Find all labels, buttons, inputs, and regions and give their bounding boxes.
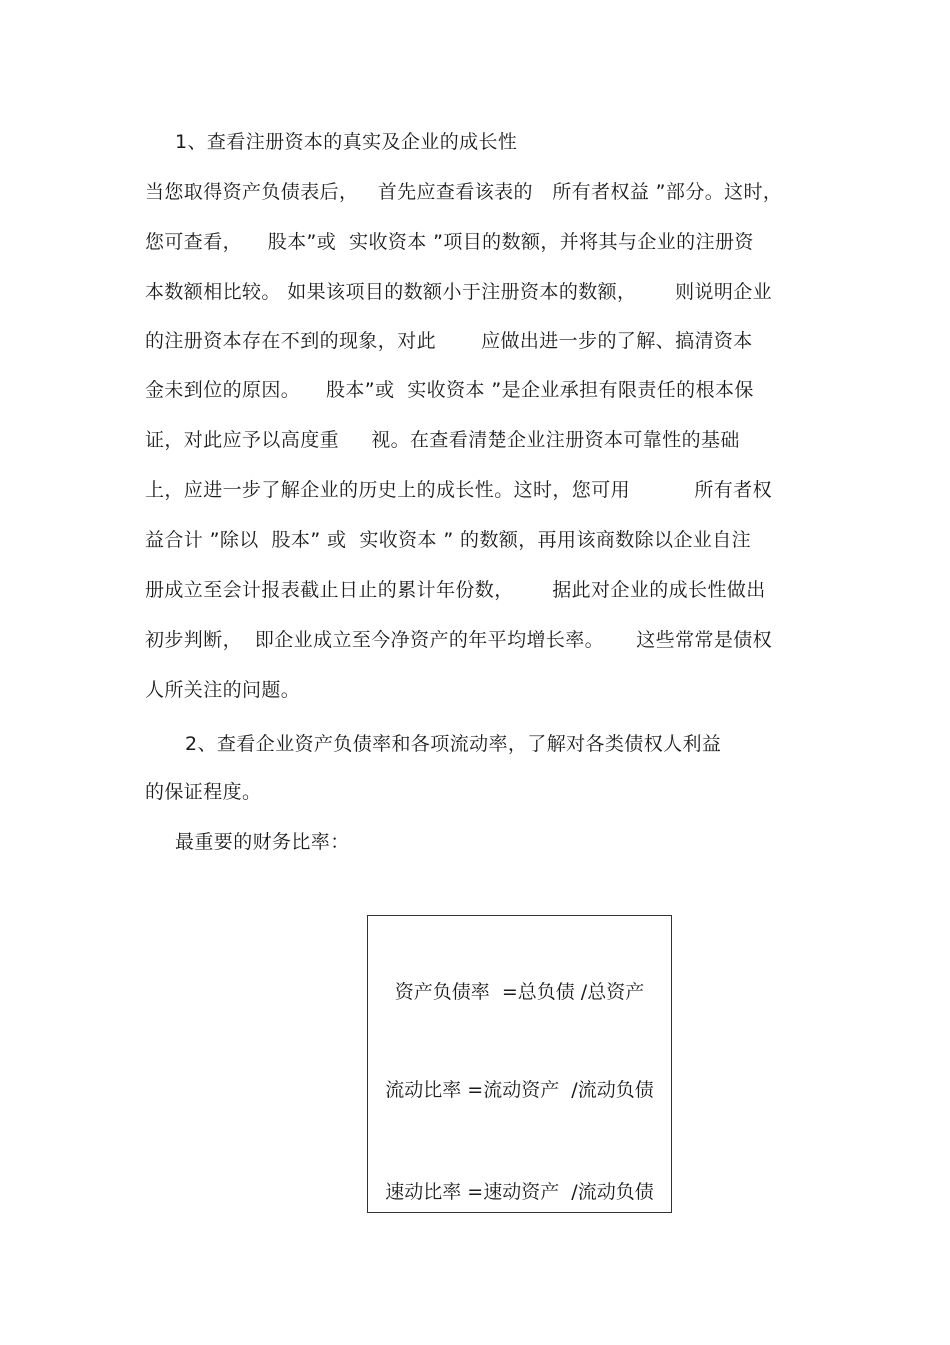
ratio-formula-box: [367, 915, 672, 1213]
paragraph-line: 人所关注的问题。: [145, 679, 301, 701]
paragraph-line: 您可查看， 股本”或 实收资本 ”项目的数额，并将其与企业的注册资: [145, 231, 754, 253]
paragraph-line: 当您取得资产负债表后， 首先应查看该表的 所有者权益 ”部分。这时，: [145, 181, 783, 203]
paragraph-line: 上，应进一步了解企业的历史上的成长性。这时，您可用 所有者权: [145, 479, 772, 501]
debt-ratio-formula: 资产负债率 =总负债 /总资产: [394, 981, 645, 1003]
paragraph-line: 册成立至会计报表截止日止的累计年份数， 据此对企业的成长性做出: [145, 579, 766, 601]
section-1-heading: 1、查看注册资本的真实及企业的成长性: [175, 131, 518, 153]
quick-ratio-formula: 速动比率 =速动资产 /流动负债: [385, 1181, 654, 1203]
current-ratio-formula: 流动比率 =流动资产 /流动负债: [385, 1079, 654, 1101]
paragraph-line: 证，对此应予以高度重 视。在查看清楚企业注册资本可靠性的基础: [145, 429, 740, 451]
paragraph-line: 初步判断， 即企业成立至今净资产的年平均增长率。 这些常常是债权: [145, 629, 773, 651]
paragraph-line: 金未到位的原因。 股本”或 实收资本 ”是企业承担有限责任的根本保: [145, 379, 754, 401]
paragraph-line: 益合计 ”除以 股本” 或 实收资本 ” 的数额，再用该商数除以企业自注: [145, 529, 752, 551]
section-2-continuation: 的保证程度。: [145, 781, 262, 803]
paragraph-line: 本数额相比较。 如果该项目的数额小于注册资本的数额， 则说明企业: [145, 281, 773, 303]
paragraph-line: 的注册资本存在不到的现象，对此 应做出进一步的了解、搞清资本: [145, 330, 753, 352]
section-2-heading: 2、查看企业资产负债率和各项流动率，了解对各类债权人利益: [185, 733, 722, 755]
ratio-heading: 最重要的财务比率：: [175, 831, 350, 853]
